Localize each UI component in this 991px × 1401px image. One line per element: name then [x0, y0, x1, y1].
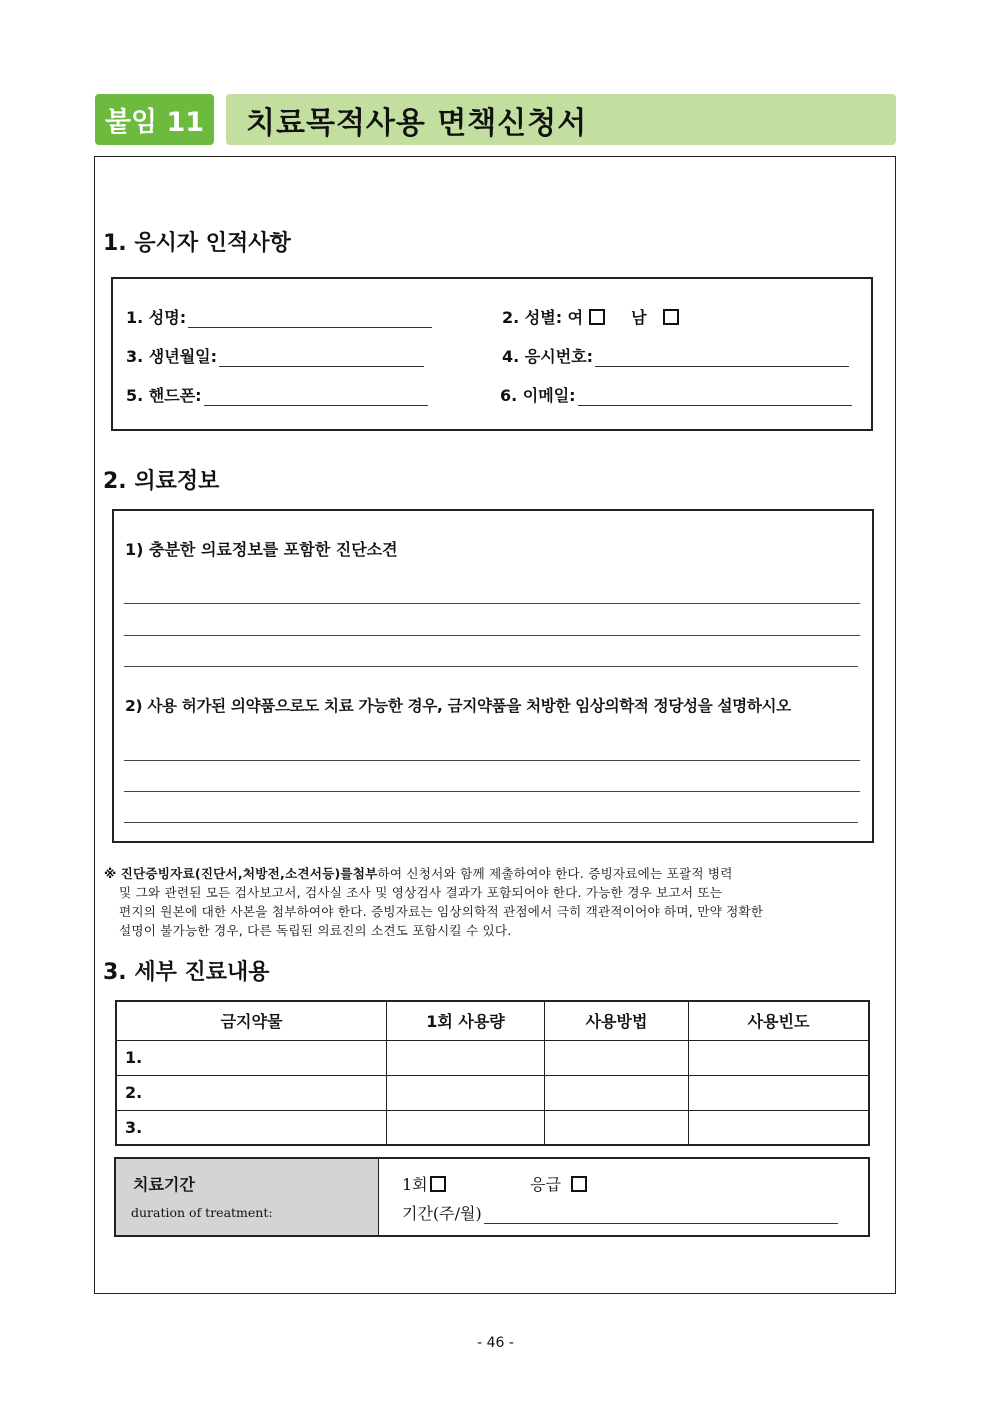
phone-field [126, 383, 428, 406]
section1-heading: 1. 응시자 인적사항 [103, 231, 291, 256]
answer1-line-3[interactable] [124, 666, 858, 667]
attachment-badge: 붙임 11 [95, 94, 214, 145]
answer2-line-2[interactable] [124, 791, 860, 792]
table-header-row [116, 1001, 869, 1040]
question-2: 2) 사용 허가된 의약품으로도 치료 가능한 경우, 금지약품을 처방한 임상의학적 정당성을 설명하시오 [125, 697, 791, 715]
frequency-cell[interactable] [689, 1040, 870, 1075]
question-1: 1) 충분한 의료정보를 포함한 진단소견 [125, 540, 398, 559]
col-dose: 1회 사용량 [387, 1001, 545, 1040]
note-bold: 진단증빙자료(진단서,처방전,소견서등)를첨부 [120, 866, 378, 881]
dose-cell[interactable] [387, 1110, 545, 1145]
section3-heading: 3. 세부 진료내용 [103, 960, 270, 985]
birthdate-input-line[interactable] [219, 352, 424, 367]
note-line2: 및 그와 관련된 모든 검사보고서, 검사실 조사 및 영상검사 결과가 포함되어야 한다. 가능한 경우 보고서 또는 [119, 885, 723, 900]
birthdate-field [126, 344, 424, 367]
col-frequency: 사용빈도 [689, 1001, 870, 1040]
period-label-cell [116, 1159, 379, 1235]
exam-number-field [502, 344, 849, 367]
name-input-line[interactable] [188, 313, 432, 328]
table-row [116, 1110, 869, 1145]
section2-heading: 2. 의료정보 [103, 469, 220, 494]
page-number: - 46 - [477, 1335, 514, 1351]
table-row [116, 1040, 869, 1075]
once-label: 1회 [402, 1175, 428, 1194]
exam-number-label: 4. 응시번호: [502, 347, 594, 366]
dose-cell[interactable] [387, 1075, 545, 1110]
form-title: 치료목적사용 면책신청서 [226, 94, 896, 145]
frequency-cell[interactable] [689, 1110, 870, 1145]
answer1-line-2[interactable] [124, 635, 860, 636]
note-line3: 편지의 원본에 대한 사본을 첨부하여야 한다. 증빙자료는 임상의학적 관점에서 극히 객관적이어야 하며, 만약 정확한 [119, 904, 764, 919]
treatment-table [115, 1000, 870, 1146]
male-label: 남 [631, 308, 647, 327]
duration-field [402, 1201, 838, 1224]
phone-input-line[interactable] [204, 391, 428, 406]
female-checkbox[interactable] [589, 309, 605, 325]
table-row [116, 1075, 869, 1110]
phone-label: 5. 핸드폰: [126, 386, 202, 405]
duration-label: 기간(주/월) [402, 1204, 482, 1223]
note-line4: 설명이 불가능한 경우, 다른 독립된 의료진의 소견도 포함시킬 수 있다. [119, 923, 512, 938]
once-option [402, 1172, 446, 1195]
gender-label: 2. 성별: 여 [502, 308, 584, 327]
dose-cell[interactable] [387, 1040, 545, 1075]
row-number[interactable]: 3. [116, 1110, 387, 1145]
male-checkbox[interactable] [663, 309, 679, 325]
frequency-cell[interactable] [689, 1075, 870, 1110]
row-number[interactable]: 1. [116, 1040, 387, 1075]
method-cell[interactable] [545, 1110, 689, 1145]
method-cell[interactable] [545, 1040, 689, 1075]
method-cell[interactable] [545, 1075, 689, 1110]
email-label: 6. 이메일: [500, 386, 576, 405]
row-number[interactable]: 2. [116, 1075, 387, 1110]
attachment-note [104, 864, 884, 940]
once-checkbox[interactable] [430, 1176, 446, 1192]
birthdate-label: 3. 생년월일: [126, 347, 218, 366]
emergency-label: 응급 [530, 1175, 561, 1194]
emergency-option [530, 1172, 587, 1195]
period-sublabel: duration of treatment: [131, 1205, 273, 1220]
exam-number-input-line[interactable] [595, 352, 849, 367]
name-field [126, 305, 432, 328]
answer2-line-3[interactable] [124, 822, 858, 823]
answer1-line-1[interactable] [124, 603, 860, 604]
email-input-line[interactable] [578, 391, 852, 406]
email-field [500, 383, 852, 406]
answer2-line-1[interactable] [124, 760, 860, 761]
emergency-checkbox[interactable] [571, 1176, 587, 1192]
col-drug: 금지약물 [116, 1001, 387, 1040]
gender-field [502, 305, 679, 328]
period-label: 치료기간 [133, 1175, 195, 1194]
note-line1: 하여 신청서와 함께 제출하여야 한다. 증빙자료에는 포괄적 병력 [377, 866, 733, 881]
col-method: 사용방법 [545, 1001, 689, 1040]
note-mark: ※ [104, 866, 117, 881]
name-label: 1. 성명: [126, 308, 187, 327]
duration-input-line[interactable] [484, 1207, 838, 1224]
